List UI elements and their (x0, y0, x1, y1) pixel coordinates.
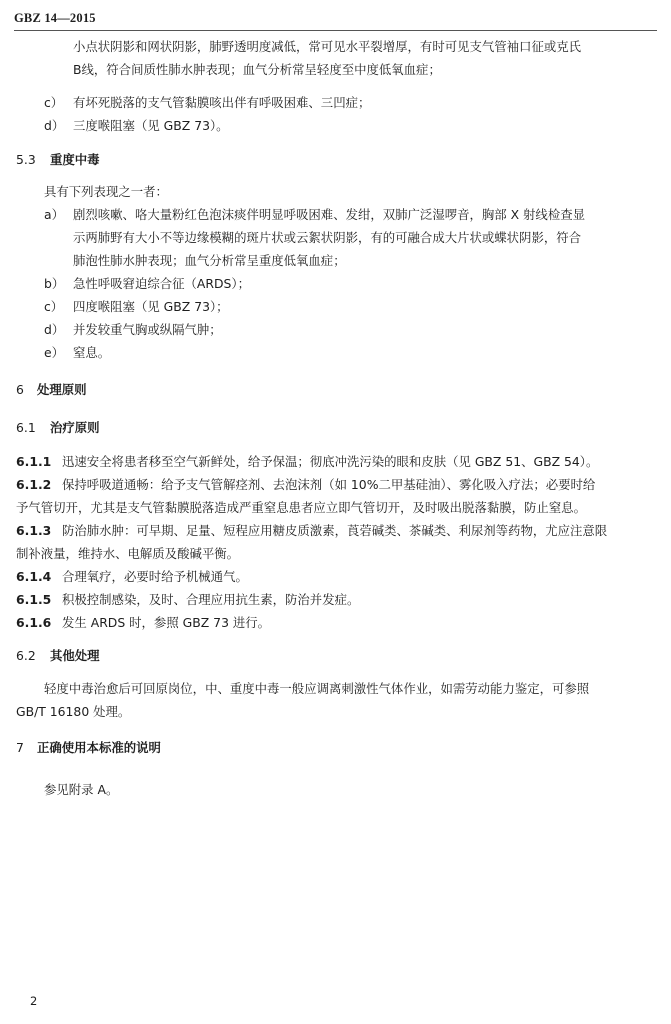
paragraph-line: GB/T 16180 处理。 (16, 704, 131, 719)
header-rule (14, 30, 657, 31)
section-number: 6 (16, 382, 24, 397)
clause-text: 发生 ARDS 时，参照 GBZ 73 进行。 (62, 615, 271, 630)
clause-number: 6.1.2 (16, 477, 52, 492)
clause-text: 积极控制感染，及时、合理应用抗生素，防治并发症。 (62, 592, 360, 607)
section-number: 6.2 (16, 648, 36, 663)
list-item: 急性呼吸窘迫综合征（ARDS）； (73, 276, 250, 291)
section-heading: 正确使用本标准的说明 (37, 740, 161, 755)
paragraph-line: B线，符合间质性肺水肿表现；血气分析常呈轻度至中度低氧血症； (73, 62, 441, 77)
list-item: 有坏死脱落的支气管黏膜咳出伴有呼吸困难、三凹症； (73, 95, 371, 110)
paragraph-line: 具有下列表现之一者： (44, 184, 168, 199)
section-heading: 其他处理 (50, 648, 100, 663)
clause-number: 6.1.4 (16, 569, 52, 584)
clause-number: 6.1.6 (16, 615, 52, 630)
paragraph-line: 轻度中毒治愈后可回原岗位，中、重度中毒一般应调离刺激性气体作业，如需劳动能力鉴定，可参照 (44, 681, 590, 696)
standard-code: GBZ 14—2015 (14, 11, 96, 25)
clause-continuation: 予气管切开，尤其是支气管黏膜脱落造成严重窒息患者应立即气管切开，及时吸出脱落黏膜，防止窒息。 (16, 500, 586, 515)
list-item: 剧烈咳嗽、咯大量粉红色泡沫痰伴明显呼吸困难、发绀，双肺广泛湿啰音，胸部 X 射线检查显 (73, 207, 585, 222)
list-item: 窒息。 (73, 345, 111, 360)
section-heading: 处理原则 (37, 382, 87, 397)
clause-text: 迅速安全将患者移至空气新鲜处，给予保温；彻底冲洗污染的眼和皮肤（见 GBZ 51、GBZ 54）。 (62, 454, 599, 469)
clause-number: 6.1.1 (16, 454, 52, 469)
clause-text: 保持呼吸道通畅：给予支气管解痉剂、去泡沫剂（如 10%二甲基硅油）、雾化吸入疗法；必要时给 (62, 477, 596, 492)
list-item: 四度喉阻塞（见 GBZ 73）； (73, 299, 229, 314)
list-item-continuation: 肺泡性肺水肿表现；血气分析常呈重度低氧血症； (73, 253, 346, 268)
clause-text: 防治肺水肿：可早期、足量、短程应用糖皮质激素，莨菪碱类、茶碱类、利尿剂等药物，尤应注意限 (62, 523, 608, 538)
section-heading: 治疗原则 (50, 420, 100, 435)
list-item-marker: e） (44, 345, 65, 360)
clause-number: 6.1.5 (16, 592, 52, 607)
section-number: 6.1 (16, 420, 36, 435)
section-heading: 重度中毒 (50, 152, 100, 167)
list-item-marker: b） (44, 276, 65, 291)
list-item-marker: c） (44, 299, 64, 314)
paragraph-line: 小点状阴影和网状阴影，肺野透明度减低，常可见水平裂增厚，有时可见支气管袖口征或克氏 (73, 39, 582, 54)
list-item-marker: c） (44, 95, 64, 110)
paragraph-line: 参见附录 A。 (44, 782, 119, 797)
page-number: 2 (30, 994, 38, 1008)
list-item-marker: a） (44, 207, 64, 222)
standard-code-header (14, 10, 96, 26)
section-number: 7 (16, 740, 24, 755)
clause-text: 合理氧疗，必要时给予机械通气。 (62, 569, 248, 584)
list-item-continuation: 示两肺野有大小不等边缘模糊的斑片状或云絮状阴影，有的可融合成大片状或蝶状阴影，符合 (73, 230, 582, 245)
list-item-marker: d） (44, 118, 65, 133)
list-item: 并发较重气胸或纵隔气肿； (73, 322, 222, 337)
clause-number: 6.1.3 (16, 523, 52, 538)
section-number: 5.3 (16, 152, 36, 167)
list-item: 三度喉阻塞（见 GBZ 73）。 (73, 118, 229, 133)
list-item-marker: d） (44, 322, 65, 337)
clause-continuation: 制补液量，维持水、电解质及酸碱平衡。 (16, 546, 240, 561)
